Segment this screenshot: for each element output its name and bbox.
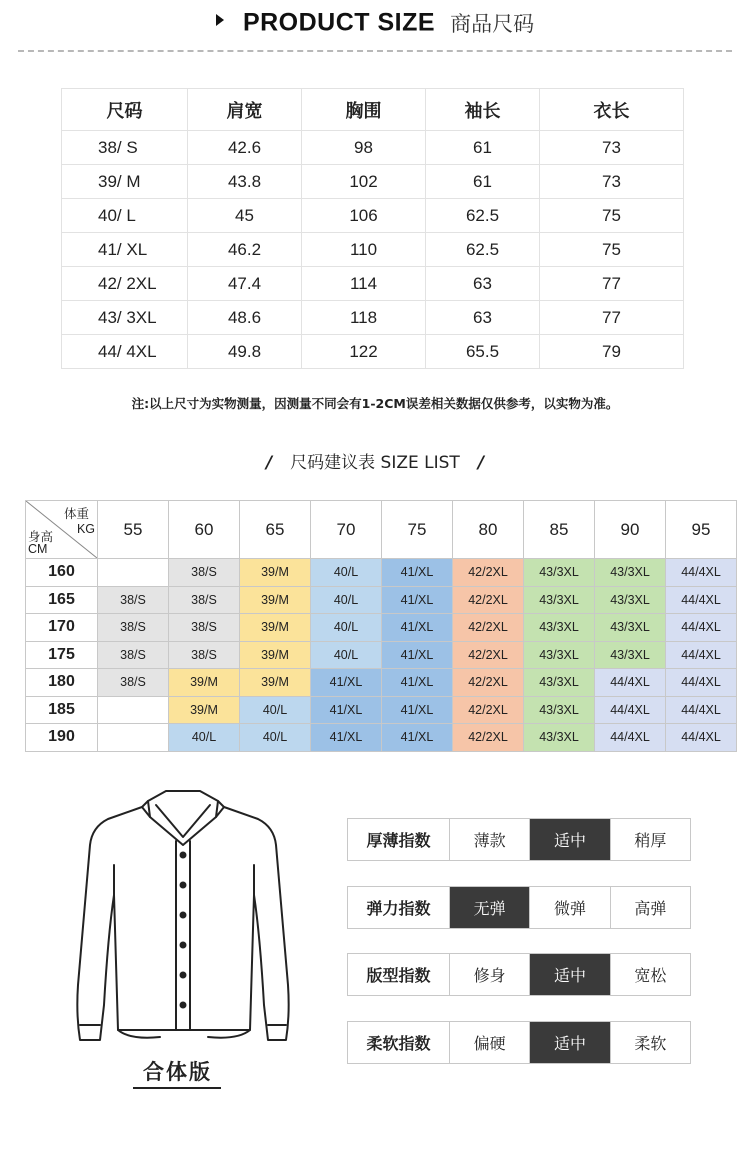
size-recommendation-cell: 38/S	[98, 641, 169, 669]
softness-option-medium: 适中	[530, 1022, 610, 1063]
table-row	[26, 614, 737, 642]
size-recommendation-cell: 41/XL	[311, 669, 382, 697]
size-recommendation-cell: 43/3XL	[524, 586, 595, 614]
size-recommendation-cell: 38/S	[169, 559, 240, 587]
product-size-table	[61, 88, 684, 369]
size-recommendation-cell: 43/3XL	[595, 614, 666, 642]
corner-height-label: 身高	[28, 529, 54, 544]
size-list-title	[0, 448, 750, 473]
sleeve-cell: 62.5	[426, 233, 540, 267]
table-row	[62, 301, 684, 335]
corner-weight-unit: KG	[76, 522, 95, 536]
size-cell: 42/ 2XL	[62, 267, 188, 301]
size-recommendation-cell: 42/2XL	[453, 696, 524, 724]
sleeve-cell: 63	[426, 301, 540, 335]
thickness-index	[347, 818, 691, 861]
length-cell: 75	[540, 233, 684, 267]
length-cell: 79	[540, 335, 684, 369]
size-recommendation-cell: 42/2XL	[453, 586, 524, 614]
chest-cell: 110	[302, 233, 426, 267]
chest-cell: 106	[302, 199, 426, 233]
table-row	[62, 335, 684, 369]
shoulder-cell: 47.4	[188, 267, 302, 301]
height-header-cell: 160	[26, 559, 98, 587]
softness-index-label: 柔软指数	[348, 1022, 450, 1063]
softness-option-stiff: 偏硬	[450, 1022, 530, 1063]
shoulder-cell: 43.8	[188, 165, 302, 199]
chest-cell: 98	[302, 131, 426, 165]
fit-index	[347, 953, 691, 996]
table-row	[62, 131, 684, 165]
size-recommendation-cell: 40/L	[311, 586, 382, 614]
size-table-header: 袖长	[426, 89, 540, 131]
size-recommendation-cell: 43/3XL	[595, 641, 666, 669]
fit-option-loose: 宽松	[634, 966, 667, 985]
height-header-cell: 175	[26, 641, 98, 669]
size-recommendation-cell: 42/2XL	[453, 641, 524, 669]
size-recommendation-cell: 38/S	[169, 586, 240, 614]
size-recommendation-cell: 39/M	[240, 641, 311, 669]
weight-header-cell: 70	[311, 501, 382, 559]
size-recommendation-cell: 41/XL	[382, 586, 453, 614]
grid-corner-cell	[26, 501, 98, 559]
size-cell: 44/ 4XL	[62, 335, 188, 369]
size-recommendation-cell: 41/XL	[311, 724, 382, 752]
shirt-illustration	[70, 785, 290, 1060]
size-recommendation-cell: 40/L	[240, 724, 311, 752]
size-recommendation-cell: 44/4XL	[666, 641, 737, 669]
size-recommendation-cell: 39/M	[169, 696, 240, 724]
size-recommendation-cell: 40/L	[240, 696, 311, 724]
weight-header-cell: 65	[240, 501, 311, 559]
table-row	[26, 559, 737, 587]
weight-header-cell: 55	[98, 501, 169, 559]
thickness-option-thin: 薄款	[450, 819, 530, 860]
size-list-title-text: 尺码建议表 SIZE LIST	[290, 453, 460, 473]
height-header-cell: 165	[26, 586, 98, 614]
header-title-cn: 商品尺码	[450, 12, 535, 36]
size-recommendation-cell: 44/4XL	[595, 669, 666, 697]
size-recommendation-cell: 41/XL	[382, 559, 453, 587]
shoulder-cell: 45	[188, 199, 302, 233]
dashed-divider	[18, 50, 732, 52]
size-recommendation-cell: 40/L	[169, 724, 240, 752]
size-recommendation-cell: 38/S	[169, 641, 240, 669]
size-recommendation-cell: 44/4XL	[595, 724, 666, 752]
size-recommendation-cell	[98, 724, 169, 752]
size-cell: 43/ 3XL	[62, 301, 188, 335]
table-row	[62, 267, 684, 301]
size-recommendation-cell: 44/4XL	[666, 559, 737, 587]
shoulder-cell: 46.2	[188, 233, 302, 267]
size-recommendation-cell: 39/M	[240, 586, 311, 614]
size-recommendation-cell: 42/2XL	[453, 669, 524, 697]
size-recommendation-cell	[98, 559, 169, 587]
header-title-en: PRODUCT SIZE	[242, 8, 436, 37]
size-table-header: 衣长	[540, 89, 684, 131]
sleeve-cell: 63	[426, 267, 540, 301]
weight-header-cell: 90	[595, 501, 666, 559]
size-table-header-row	[62, 89, 684, 131]
shoulder-cell: 42.6	[188, 131, 302, 165]
size-recommendation-cell: 43/3XL	[524, 614, 595, 642]
fit-label: 合体版	[143, 1060, 212, 1084]
height-header-cell: 180	[26, 669, 98, 697]
sleeve-cell: 61	[426, 165, 540, 199]
size-recommendation-cell: 43/3XL	[595, 586, 666, 614]
weight-header-cell: 80	[453, 501, 524, 559]
length-cell: 73	[540, 131, 684, 165]
thickness-option-thick: 稍厚	[634, 831, 667, 850]
sleeve-cell: 65.5	[426, 335, 540, 369]
size-recommendation-cell: 44/4XL	[595, 696, 666, 724]
size-recommendation-cell: 38/S	[169, 614, 240, 642]
corner-weight-label: 体重	[63, 506, 89, 521]
size-recommendation-cell: 43/3XL	[524, 559, 595, 587]
size-recommendation-cell: 44/4XL	[666, 669, 737, 697]
thickness-index-label: 厚薄指数	[348, 819, 450, 860]
size-recommendation-cell: 44/4XL	[666, 586, 737, 614]
fit-option-slim: 修身	[450, 954, 530, 995]
size-recommendation-cell: 38/S	[98, 586, 169, 614]
measurement-note: 注:以上尺寸为实物测量，因测量不同会有1-2CM误差相关数据仅供参考，以实物为准。	[131, 396, 619, 411]
size-recommendation-cell: 41/XL	[382, 669, 453, 697]
size-recommendation-cell: 43/3XL	[524, 669, 595, 697]
size-recommendation-cell: 41/XL	[382, 641, 453, 669]
weight-header-cell: 60	[169, 501, 240, 559]
title-slash-left: /	[265, 453, 273, 473]
table-row	[26, 586, 737, 614]
size-recommendation-cell: 40/L	[311, 559, 382, 587]
shoulder-cell: 48.6	[188, 301, 302, 335]
size-recommendation-cell: 41/XL	[382, 614, 453, 642]
size-recommendation-cell: 41/XL	[311, 696, 382, 724]
size-recommendation-cell: 39/M	[240, 669, 311, 697]
size-table-header: 肩宽	[188, 89, 302, 131]
size-recommendation-cell: 39/M	[240, 614, 311, 642]
corner-height-unit: CM	[28, 542, 48, 556]
chest-cell: 118	[302, 301, 426, 335]
size-recommendation-grid	[25, 500, 737, 752]
size-recommendation-cell: 39/M	[169, 669, 240, 697]
size-recommendation-cell: 44/4XL	[666, 614, 737, 642]
table-row	[26, 641, 737, 669]
length-cell: 77	[540, 301, 684, 335]
size-recommendation-cell: 41/XL	[382, 696, 453, 724]
elasticity-index	[347, 886, 691, 929]
size-recommendation-cell: 42/2XL	[453, 614, 524, 642]
size-recommendation-cell: 38/S	[98, 669, 169, 697]
softness-option-soft: 柔软	[634, 1034, 667, 1053]
play-arrow-icon	[216, 14, 224, 26]
size-cell: 38/ S	[62, 131, 188, 165]
size-recommendation-cell: 44/4XL	[666, 724, 737, 752]
fit-option-regular: 适中	[530, 954, 610, 995]
height-header-cell: 185	[26, 696, 98, 724]
length-cell: 77	[540, 267, 684, 301]
size-recommendation-cell: 43/3XL	[524, 696, 595, 724]
size-recommendation-cell	[98, 696, 169, 724]
size-cell: 40/ L	[62, 199, 188, 233]
thickness-option-medium: 适中	[530, 819, 610, 860]
chest-cell: 102	[302, 165, 426, 199]
title-slash-right: /	[477, 453, 485, 473]
fit-index-label: 版型指数	[348, 954, 450, 995]
size-cell: 39/ M	[62, 165, 188, 199]
size-recommendation-cell: 40/L	[311, 614, 382, 642]
fit-label-underline	[133, 1087, 221, 1089]
size-recommendation-cell: 38/S	[98, 614, 169, 642]
table-row	[26, 724, 737, 752]
softness-index	[347, 1021, 691, 1064]
table-row	[26, 669, 737, 697]
size-recommendation-cell: 43/3XL	[524, 641, 595, 669]
table-row	[62, 233, 684, 267]
table-row	[62, 199, 684, 233]
size-recommendation-cell: 43/3XL	[524, 724, 595, 752]
chest-cell: 122	[302, 335, 426, 369]
shoulder-cell: 49.8	[188, 335, 302, 369]
elasticity-option-high: 高弹	[634, 899, 667, 918]
weight-header-cell: 75	[382, 501, 453, 559]
weight-header-cell: 85	[524, 501, 595, 559]
sleeve-cell: 62.5	[426, 199, 540, 233]
elasticity-option-slight: 微弹	[530, 887, 610, 928]
elasticity-index-label: 弹力指数	[348, 887, 450, 928]
size-table-header: 胸围	[302, 89, 426, 131]
size-recommendation-cell: 43/3XL	[595, 559, 666, 587]
size-recommendation-cell: 41/XL	[382, 724, 453, 752]
table-row	[26, 696, 737, 724]
size-recommendation-cell: 42/2XL	[453, 559, 524, 587]
size-recommendation-cell: 44/4XL	[666, 696, 737, 724]
sleeve-cell: 61	[426, 131, 540, 165]
size-recommendation-cell: 40/L	[311, 641, 382, 669]
size-recommendation-cell: 39/M	[240, 559, 311, 587]
table-row	[62, 165, 684, 199]
length-cell: 73	[540, 165, 684, 199]
grid-header-row	[26, 501, 737, 559]
elasticity-option-none: 无弹	[450, 887, 530, 928]
height-header-cell: 190	[26, 724, 98, 752]
length-cell: 75	[540, 199, 684, 233]
height-header-cell: 170	[26, 614, 98, 642]
size-cell: 41/ XL	[62, 233, 188, 267]
size-recommendation-cell: 42/2XL	[453, 724, 524, 752]
weight-header-cell: 95	[666, 501, 737, 559]
chest-cell: 114	[302, 267, 426, 301]
size-table-header: 尺码	[62, 89, 188, 131]
page-header	[0, 8, 750, 42]
